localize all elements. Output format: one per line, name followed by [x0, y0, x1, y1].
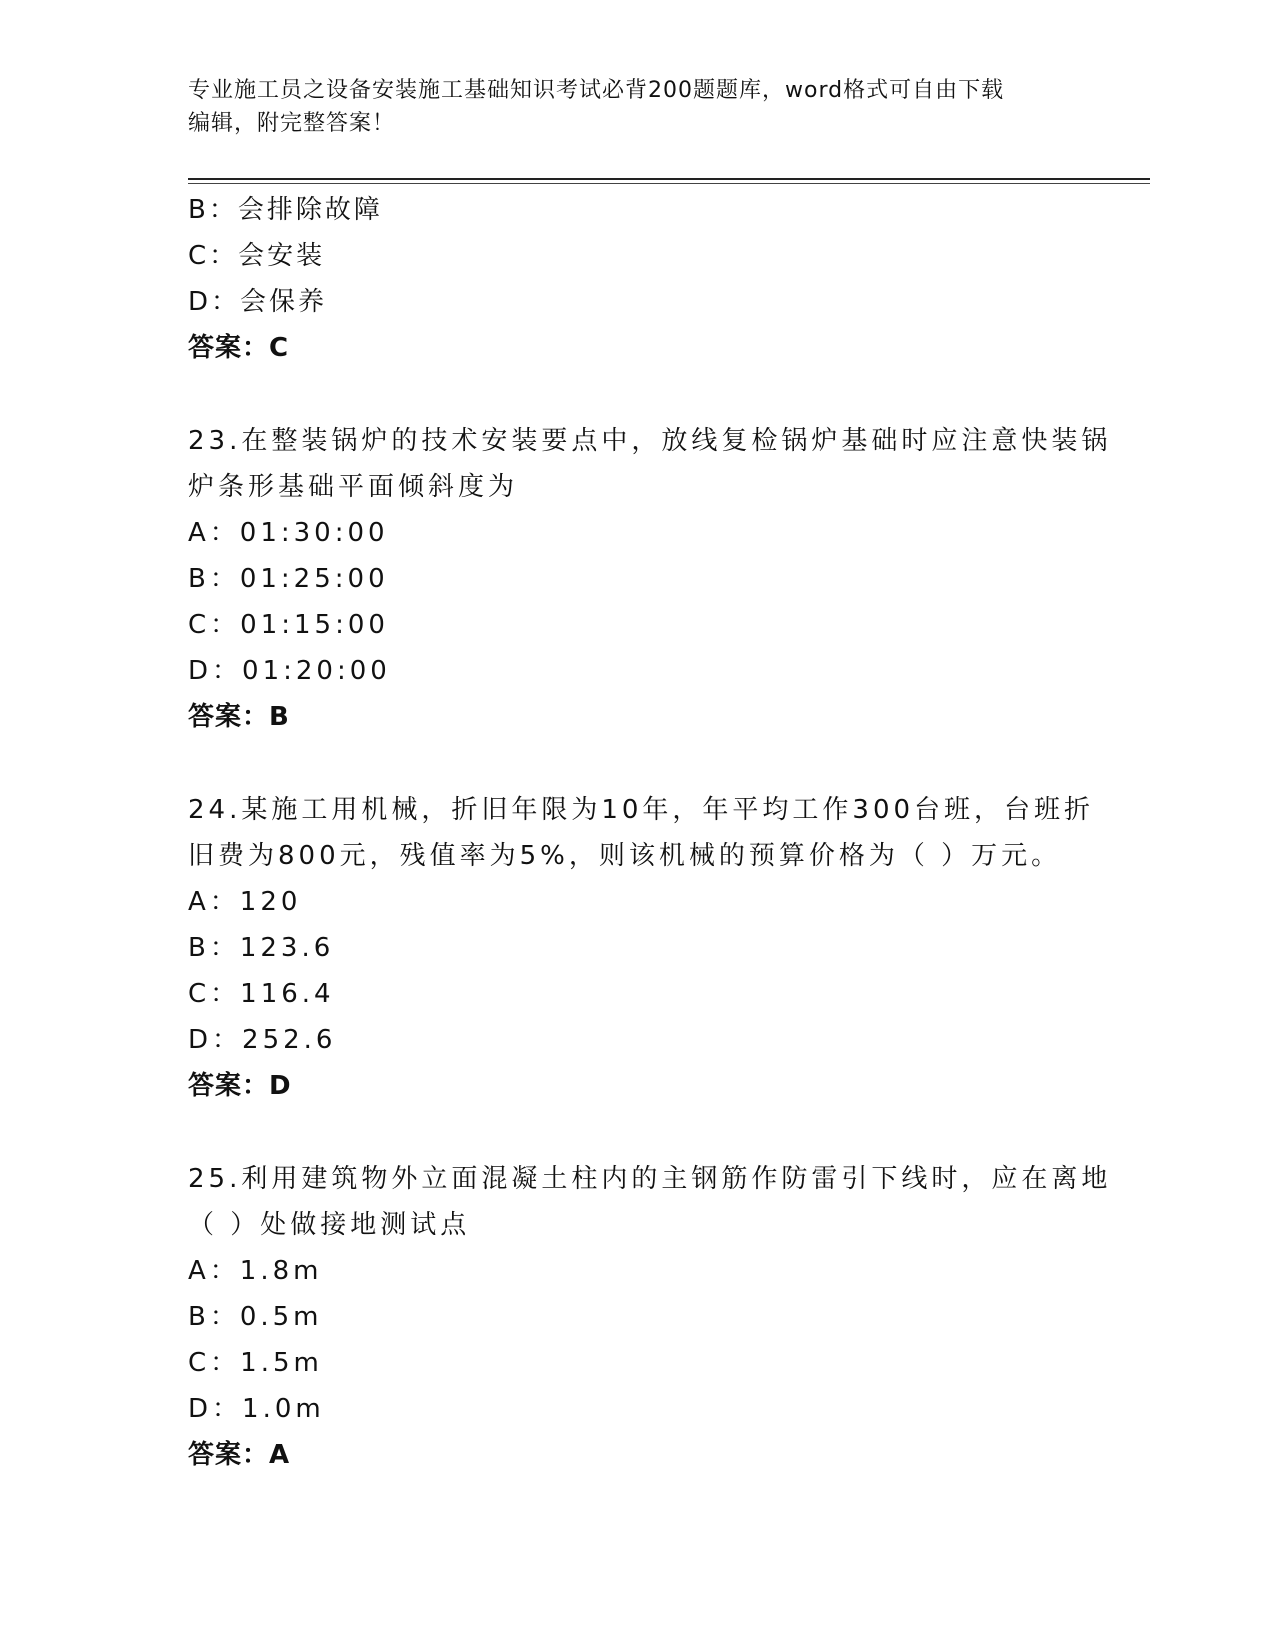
question-22-continued [188, 187, 1088, 371]
option-b: B：01:25:00 [188, 564, 389, 594]
option-c: C：会安装 [188, 241, 326, 271]
option-a: A：01:30:00 [188, 518, 389, 548]
question-stem-line-1: 25.利用建筑物外立面混凝土柱内的主钢筋作防雷引下线时，应在离地 [188, 1164, 1112, 1194]
option-c: C：01:15:00 [188, 610, 389, 640]
option-a: A：1.8m [188, 1256, 323, 1286]
header-divider [188, 178, 1150, 180]
question-stem-line-2: 旧费为800元，残值率为5%，则该机械的预算价格为（ ）万元。 [188, 841, 1062, 871]
option-d: D：1.0m [188, 1394, 325, 1424]
option-c: C：1.5m [188, 1348, 323, 1378]
question-25 [188, 1156, 1112, 1478]
question-23 [188, 418, 1112, 740]
option-a: A：120 [188, 887, 302, 917]
question-stem-line-1: 23.在整装锅炉的技术安装要点中，放线复检锅炉基础时应注意快装锅 [188, 426, 1112, 456]
header-title-line-1: 专业施工员之设备安装施工基础知识考试必背200题题库，word格式可自由下载 [188, 78, 1005, 103]
question-stem-line-1: 24.某施工用机械，折旧年限为10年，年平均工作300台班，台班折 [188, 795, 1095, 825]
option-b: B：123.6 [188, 933, 335, 963]
answer-line: 答案：D [188, 1071, 292, 1101]
option-d: D：会保养 [188, 287, 328, 317]
option-d: D：252.6 [188, 1025, 337, 1055]
answer-line: 答案：A [188, 1440, 291, 1470]
option-c: C：116.4 [188, 979, 335, 1009]
header-divider-thin [188, 183, 1150, 184]
document-header [188, 74, 1088, 140]
question-24 [188, 787, 1095, 1109]
answer-line: 答案：B [188, 702, 290, 732]
question-stem-line-2: 炉条形基础平面倾斜度为 [188, 472, 519, 502]
option-d: D：01:20:00 [188, 656, 391, 686]
question-stem-line-2: （ ）处做接地测试点 [188, 1210, 471, 1240]
header-title-line-2: 编辑，附完整答案！ [188, 111, 396, 136]
option-b: B：会排除故障 [188, 195, 383, 225]
answer-line: 答案：C [188, 333, 290, 363]
document-body [188, 187, 1112, 1478]
option-b: B：0.5m [188, 1302, 323, 1332]
